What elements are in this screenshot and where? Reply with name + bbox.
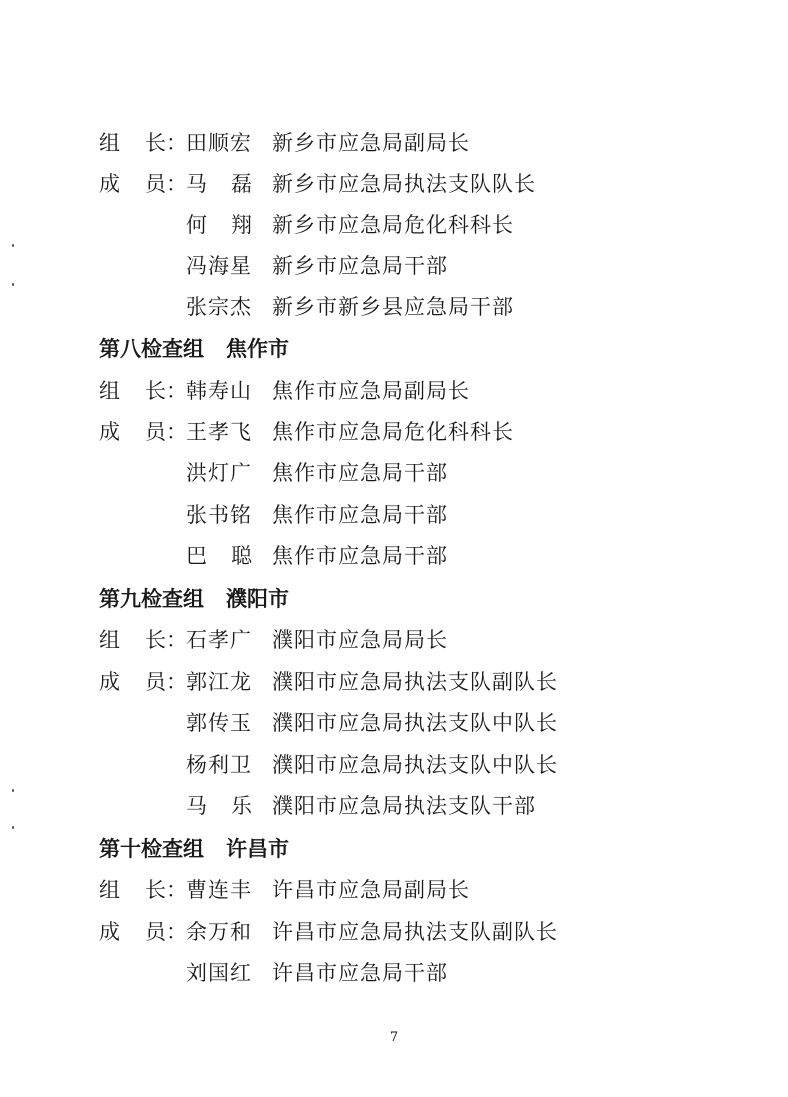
member-title: 濮阳市应急局执法支队中队长 xyxy=(272,753,558,777)
member-name: 何翔 xyxy=(186,213,276,237)
colon: ： xyxy=(166,172,187,196)
member-name: 洪灯广 xyxy=(186,461,252,485)
colon: ： xyxy=(166,670,187,694)
member-name: 曹连丰 xyxy=(186,878,252,902)
member-name: 马磊 xyxy=(186,172,276,196)
member-name: 余万和 xyxy=(186,920,252,944)
member-title: 新乡市应急局危化科科长 xyxy=(272,213,514,237)
member-title: 焦作市应急局干部 xyxy=(272,503,448,527)
member-name: 马乐 xyxy=(186,794,276,818)
group-city: 濮阳市 xyxy=(226,587,289,611)
group-number: 第八检查组 xyxy=(99,337,204,361)
group-heading xyxy=(99,329,289,369)
member-name: 田顺宏 xyxy=(186,131,252,155)
group-city: 焦作市 xyxy=(226,337,289,361)
member-title: 濮阳市应急局执法支队干部 xyxy=(272,794,536,818)
group-number: 第十检查组 xyxy=(99,837,204,861)
group-heading xyxy=(99,579,289,619)
member-name: 张宗杰 xyxy=(186,295,252,319)
colon: ： xyxy=(166,420,187,444)
scan-speck xyxy=(12,789,14,792)
member-title: 许昌市应急局执法支队副队长 xyxy=(272,920,558,944)
member-title: 新乡市应急局干部 xyxy=(272,254,448,278)
scan-speck xyxy=(12,826,14,829)
member-name: 张书铭 xyxy=(186,503,252,527)
group-city: 许昌市 xyxy=(226,837,289,861)
member-name: 韩寿山 xyxy=(186,379,252,403)
member-name: 巴聪 xyxy=(186,544,276,568)
scan-speck xyxy=(12,244,14,247)
page-number: 7 xyxy=(389,1030,399,1045)
member-title: 焦作市应急局危化科科长 xyxy=(272,420,514,444)
member-title: 焦作市应急局副局长 xyxy=(272,379,470,403)
member-title: 濮阳市应急局局长 xyxy=(272,628,448,652)
scan-speck xyxy=(12,283,14,286)
member-name: 郭江龙 xyxy=(186,670,252,694)
member-title: 焦作市应急局干部 xyxy=(272,544,448,568)
document-page: 组 长 ： 田顺宏 新乡市应急局副局长 成 员 ： 马磊 新乡市应急局执法支队队长 何翔 新乡市应急局危化科科长 冯海星 新乡市应急局干部 张宗杰 新乡市新乡县应急局干部 第八检查组 焦作市 组 长 ： 韩寿山 焦作市应急局副局长 成 员 ： 王孝飞 焦作市应急局危化科科长 洪灯广 焦作市应急局干部 张书铭 焦作市应急局干部 巴聪 焦作市应急局干部 第九检查组 濮阳市 组 长 ： 石孝广 濮阳市应急局局长 成 员 ： 郭江龙 濮阳市应急局执法支队副队长 郭传玉 濮阳市应急局执法支队中队长 杨利卫 濮阳市应急局执法支队中队长 马乐 濮阳市应急局执法支队干部 第十检查组 许昌市 组 长 ： 曹连丰 许昌市应急局副局长 成 员 ： 余万和 许昌市应急局执法支队副队长 刘国红 许昌市应急局干部 7 xyxy=(0,0,788,1097)
member-name: 石孝广 xyxy=(186,628,252,652)
member-title: 焦作市应急局干部 xyxy=(272,461,448,485)
member-title: 新乡市新乡县应急局干部 xyxy=(272,295,514,319)
member-title: 新乡市应急局执法支队队长 xyxy=(272,172,536,196)
colon: ： xyxy=(166,628,187,652)
member-name: 冯海星 xyxy=(186,254,252,278)
member-title: 濮阳市应急局执法支队中队长 xyxy=(272,711,558,735)
colon: ： xyxy=(166,379,187,403)
member-name: 郭传玉 xyxy=(186,711,252,735)
group-heading xyxy=(99,829,289,869)
member-title: 许昌市应急局干部 xyxy=(272,961,448,985)
member-name: 杨利卫 xyxy=(186,753,252,777)
member-title: 许昌市应急局副局长 xyxy=(272,878,470,902)
member-name: 王孝飞 xyxy=(186,420,252,444)
group-number: 第九检查组 xyxy=(99,587,204,611)
member-title: 新乡市应急局副局长 xyxy=(272,131,470,155)
member-name: 刘国红 xyxy=(186,961,252,985)
member-title: 濮阳市应急局执法支队副队长 xyxy=(272,670,558,694)
colon: ： xyxy=(166,878,187,902)
colon: ： xyxy=(166,920,187,944)
colon: ： xyxy=(166,131,187,155)
